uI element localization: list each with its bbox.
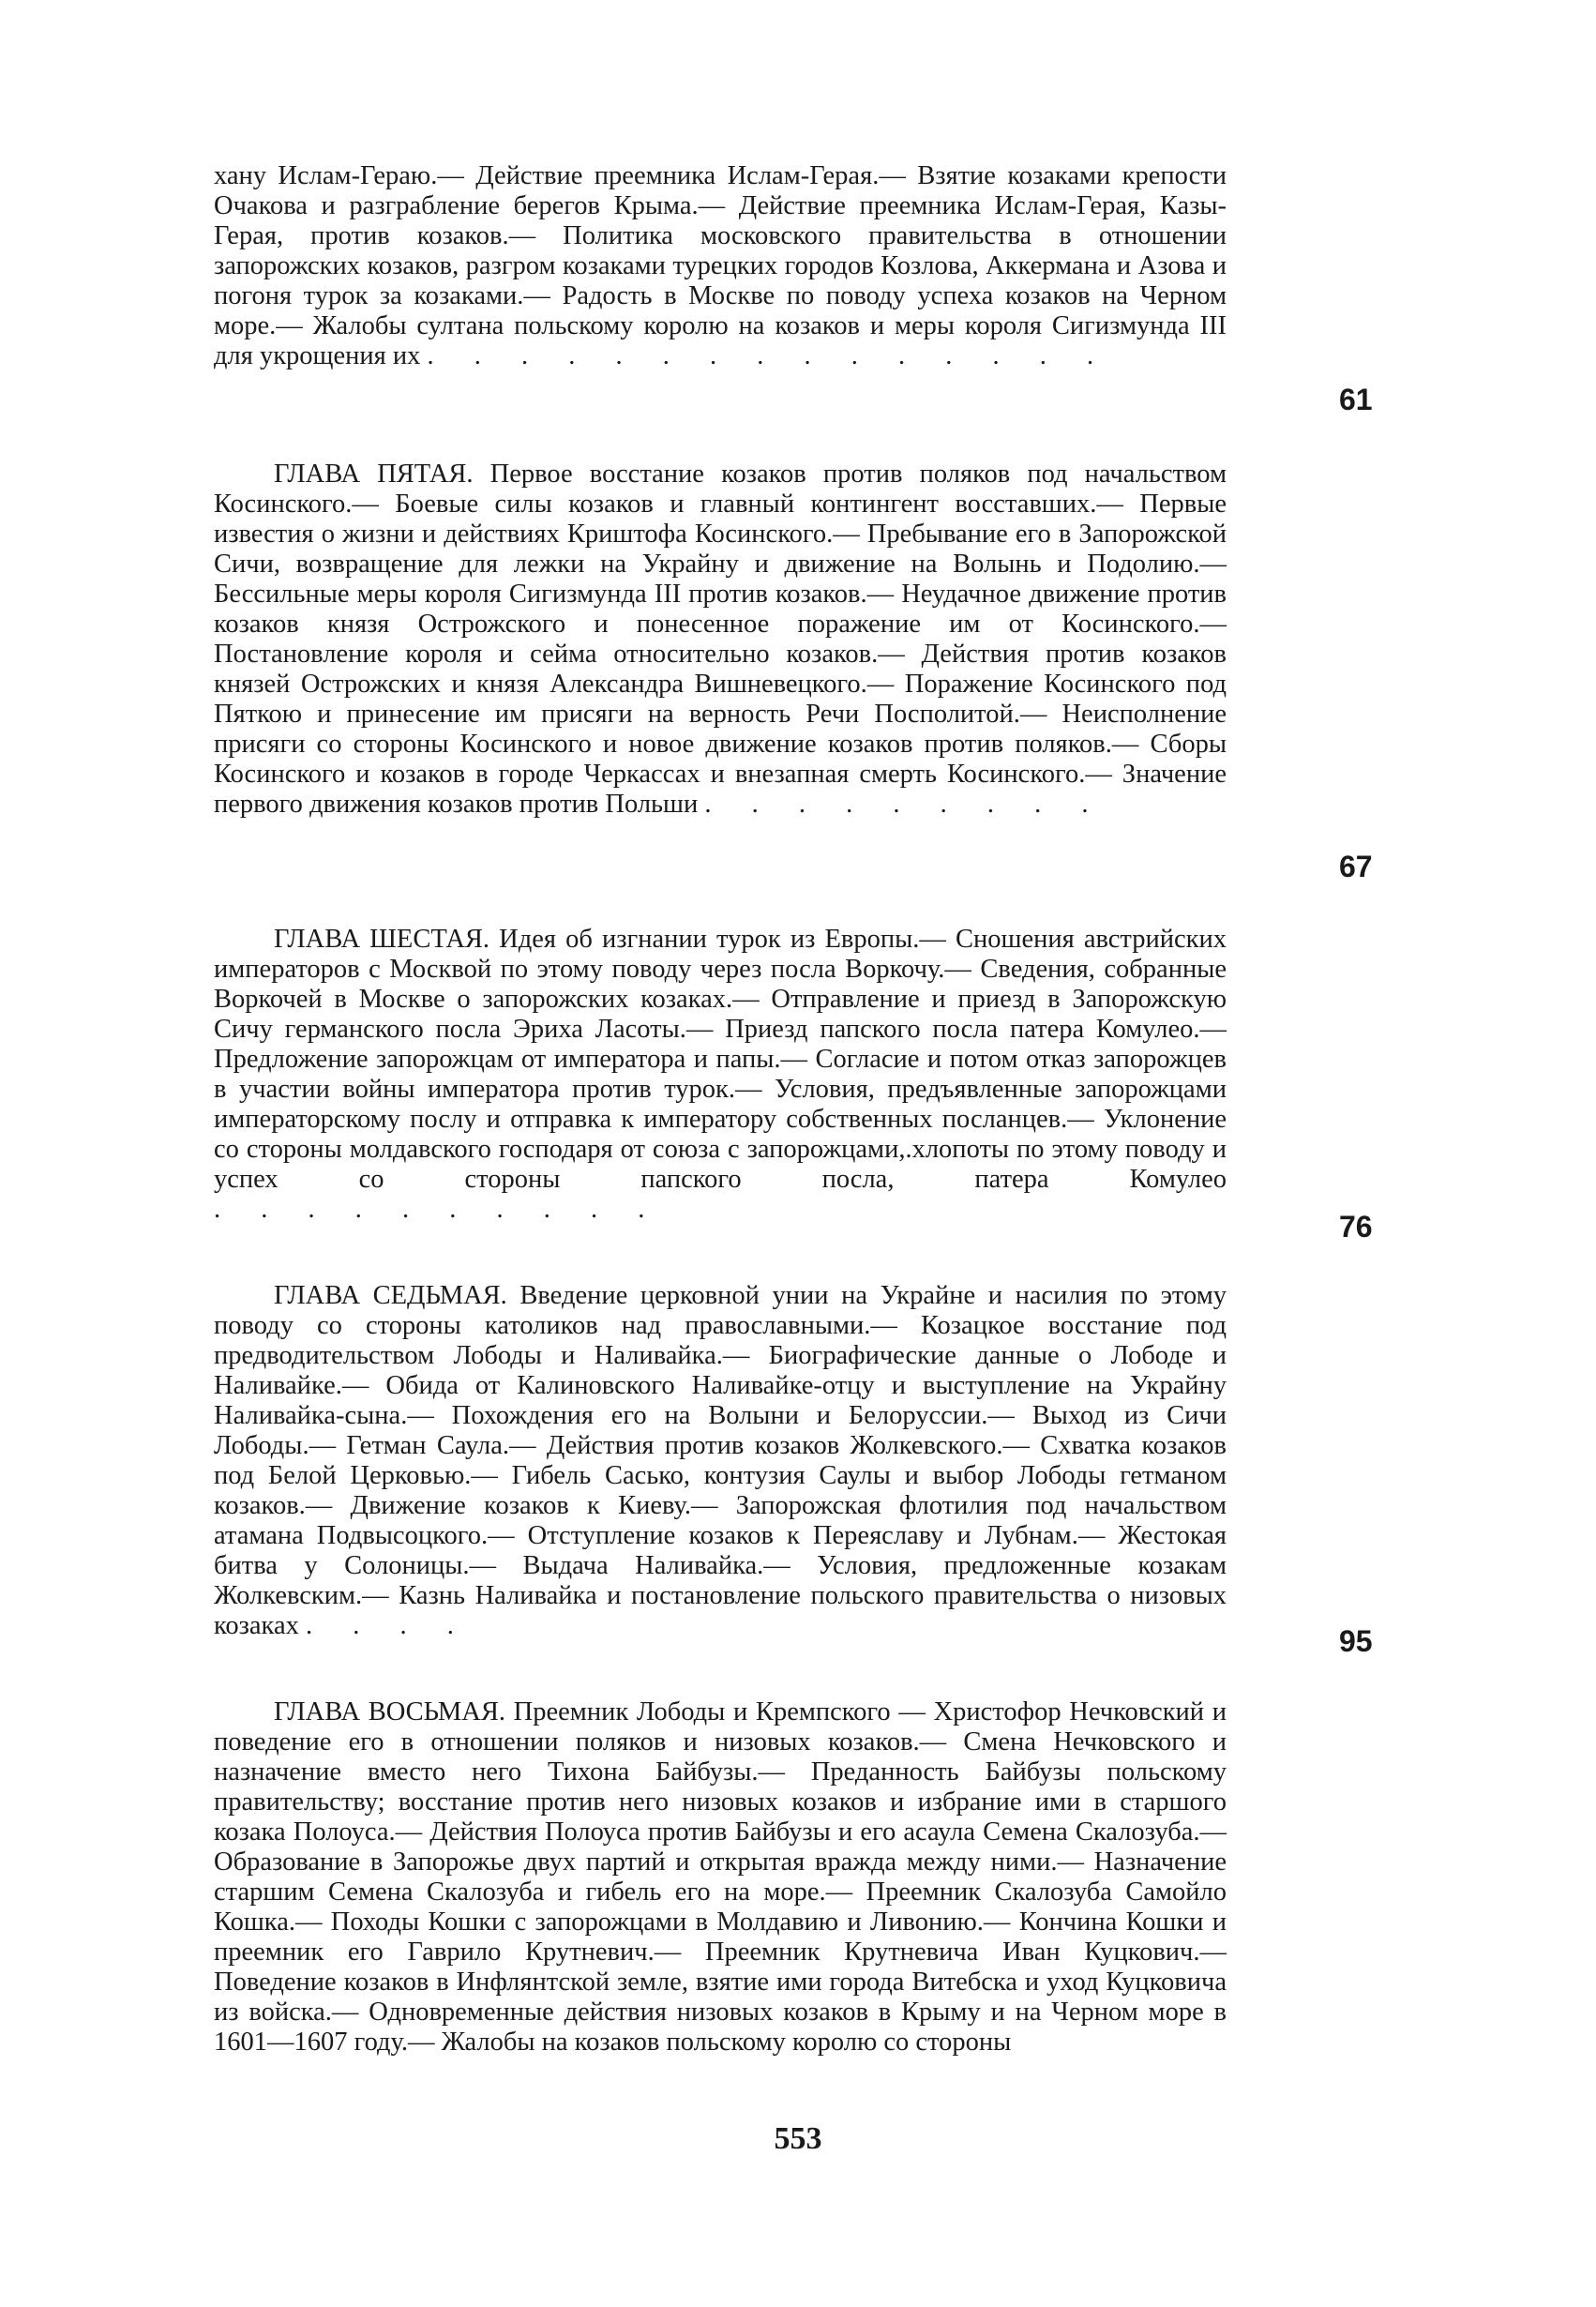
toc-entry-chapter-6	[214, 925, 1227, 1225]
dot-leader: . . . . . . . . . .	[214, 1195, 662, 1224]
toc-page-number: 76	[1339, 1210, 1373, 1244]
toc-page-number: 67	[1339, 850, 1373, 883]
toc-entry-body: ГЛАВА ПЯТАЯ. Первое восстание козаков против поляков под начальством Косинского.— Боевые силы козаков и главный контингент восставших.— Первые известия о жизни и действиях Криштофа Косинского.— Пребывание его в Запорожской Сичи, возвращение для лежки на Украйну и движение на Волынь и Подолию.— Бессильные меры короля Сигизмунда III против козаков.— Неудачное движение против козаков князя Острожского и понесенное поражение им от Косинского.— Постановление короля и сейма относительно козаков.— Действия против козаков князей Острожских и князя Александра Вишневецкого.— Поражение Косинского под Пяткою и принесение им присяги на верность Речи Посполитой.— Неисполнение присяги со стороны Косинского и новое движение козаков против поляков.— Сборы Косинского и козаков в городе Черкассах и внезапная смерть Косинского.— Значение первого движения козаков против Польши	[214, 460, 1227, 819]
toc-entry-continuation	[214, 161, 1227, 371]
dot-leader: . . . .	[306, 1611, 471, 1640]
toc-entry-body: ГЛАВА ВОСЬМАЯ. Преемник Лободы и Кремпского — Христофор Нечковский и поведение его в отношении поляков и низовых козаков.— Смена Нечковского и назначение вместо него Тихона Байбузы.— Преданность Байбузы польскому правительству; восстание против него низовых козаков и избрание ими в старшого козака Полоуса.— Действия Полоуса против Байбузы и его асаула Семена Скалозуба.— Образование в Запорожье двух партий и открытая вражда между ними.— Назначение старшим Семена Скалозуба и гибель его на море.— Преемник Скалозуба Самойло Кошка.— Походы Кошки с запорожцами в Молдавию и Ливонию.— Кончина Кошки и преемник его Гаврило Крутневич.— Преемник Крутневича Иван Куцкович.— Поведение козаков в Инфлянтской земле, взятие ими города Витебска и уход Куцковича из войска.— Одновременные действия низовых козаков в Крыму и на Черном море в 1601—1607 году.— Жалобы на козаков польскому королю со стороны	[214, 1697, 1227, 2057]
toc-page-number: 95	[1339, 1624, 1373, 1658]
toc-entry-text	[214, 1281, 1227, 1641]
toc-entry-chapter-8	[214, 1697, 1227, 2058]
toc-entry-chapter-5	[214, 460, 1227, 820]
toc-page-number: 61	[1339, 383, 1373, 416]
toc-entry-text	[214, 460, 1227, 820]
toc-entry-text	[214, 925, 1227, 1225]
dot-leader: . . . . . . . . .	[704, 790, 1106, 819]
page-number: 553	[774, 2121, 822, 2156]
toc-entry-text	[214, 1697, 1227, 2058]
toc-entry-body: ГЛАВА СЕДЬМАЯ. Введение церковной унии на Украйне и насилия по этому поводу со стороны католиков над православными.— Козацкое восстание под предводительством Лободы и Наливайка.— Биографические данные о Лободе и Наливайке.— Обида от Калиновского Наливайке-отцу и выступление на Украйну Наливайка-сына.— Похождения его на Волыни и Белоруссии.— Выход из Сичи Лободы.— Гетман Саула.— Действия против козаков Жолкевского.— Схватка козаков под Белой Церковью.— Гибель Сасько, контузия Саулы и выбор Лободы гетманом козаков.— Движение козаков к Киеву.— Запорожская флотилия под начальством атамана Подвысоцкого.— Отступление козаков к Переяславу и Лубнам.— Жестокая битва у Солоницы.— Выдача Наливайка.— Условия, предложенные козакам Жолкевским.— Казнь Наливайка и постановление польского правительства о низовых козаках	[214, 1281, 1227, 1640]
toc-entry-body: хану Ислам-Гераю.— Действие преемника Ислам-Герая.— Взятие козаками крепости Очакова и разграбление берегов Крыма.— Действие преемника Ислам-Герая, Казы-Герая, против козаков.— Политика московского правительства в отношении запорожских козаков, разгром козаками турецких городов Козлова, Аккермана и Азова и погоня турок за козаками.— Радость в Москве по поводу успеха козаков на Черном море.— Жалобы султана польскому королю на козаков и меры короля Сигизмунда III для укрощения их	[214, 161, 1227, 370]
dot-leader: . . . . . . . . . . . . . . .	[427, 341, 1111, 370]
toc-entry-chapter-7	[214, 1281, 1227, 1641]
toc-entry-body: ГЛАВА ШЕСТАЯ. Идея об изгнании турок из Европы.— Сношения австрийских императоров с Москвой по этому поводу через посла Воркочу.— Сведения, собранные Воркочей в Москве о запорожских козаках.— Отправление и приезд в Запорожскую Сичу германского посла Эриха Ласоты.— Приезд папского посла патера Комулео.— Предложение запорожцам от императора и папы.— Согласие и потом отказ запорожцев в участии войны императора против турок.— Условия, предъявленные запорожцами императорскому послу и отправка к императору собственных посланцев.— Уклонение со стороны молдавского господаря от союза с запорожцами,.хлопоты по этому поводу и успех со стороны папского посла, патера Комулео	[214, 925, 1227, 1194]
toc-entry-text	[214, 161, 1227, 371]
